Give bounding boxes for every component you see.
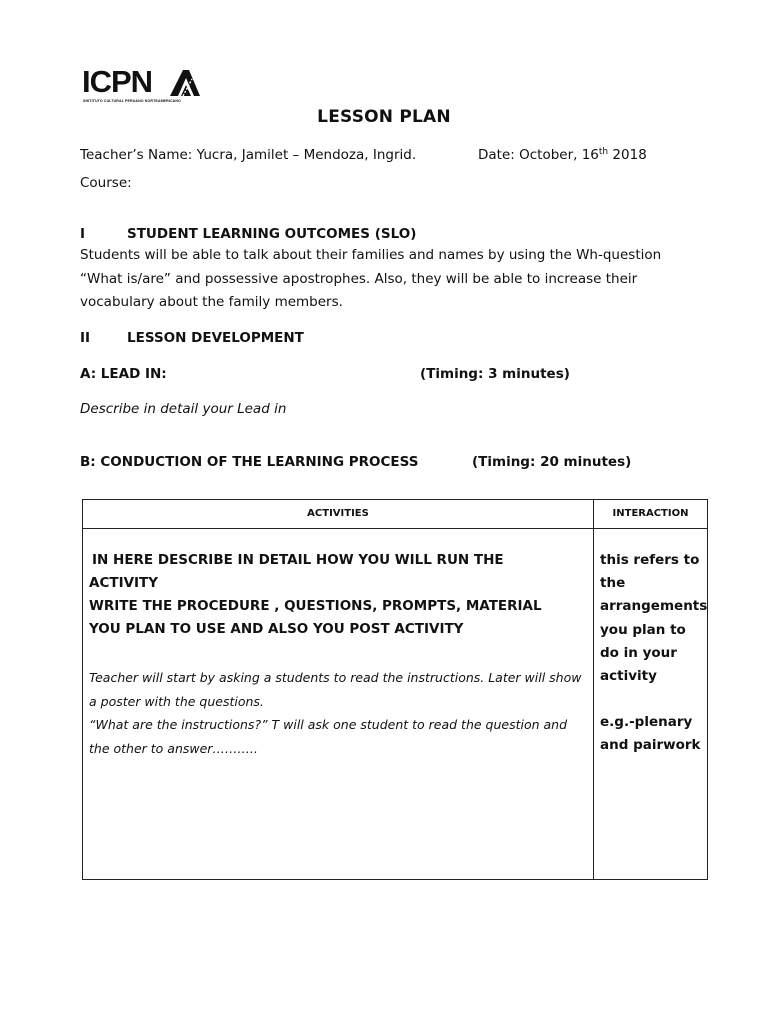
- slo-line-3: vocabulary about the family members.: [80, 294, 343, 310]
- slo-line-1: Students will be able to talk about their families and names by using the Wh-question: [80, 247, 662, 263]
- interaction-example-line-2: and pairwork: [600, 737, 701, 754]
- logo-a-mark-icon: [170, 70, 200, 96]
- interaction-cell: [600, 549, 706, 758]
- activity-instructions: [89, 549, 589, 641]
- lesson-date: [478, 147, 647, 163]
- interaction-line-4: you plan to: [600, 621, 686, 638]
- activities-table: [82, 499, 708, 880]
- section-1-number: I: [80, 226, 86, 242]
- table-header-divider: [83, 528, 707, 529]
- slo-line-2: “What is/are” and possessive apostrophes. Also, they will be able to increase their: [80, 271, 638, 287]
- date-superscript: th: [598, 147, 609, 157]
- lead-in-label: A: LEAD IN:: [80, 366, 167, 382]
- section-2-heading: LESSON DEVELOPMENT: [127, 330, 304, 346]
- date-prefix: Date: October, 16: [478, 147, 599, 163]
- table-column-divider: [593, 500, 594, 879]
- course-label: Course:: [80, 175, 132, 191]
- activity-line-3: WRITE THE PROCEDURE , QUESTIONS, PROMPTS, MATERIAL: [89, 598, 542, 614]
- interaction-line-3: arrangements: [600, 598, 708, 615]
- interaction-line-1: this refers to: [600, 552, 700, 568]
- interaction-line-6: activity: [600, 668, 657, 685]
- activities-header: ACTIVITIES: [307, 508, 369, 519]
- lead-in-description: Describe in detail your Lead in: [80, 401, 287, 417]
- interaction-line-5: do in your: [600, 644, 677, 661]
- logo-subtitle: INSTITUTO CULTURAL PERUANO NORTEAMERICANO: [83, 99, 181, 103]
- note-line-1: Teacher will start by asking a students to read the instructions. Later will show: [89, 670, 582, 685]
- logo-text: ICPN: [82, 64, 153, 99]
- icpna-logo: [82, 66, 202, 106]
- note-line-2: a poster with the questions.: [89, 693, 264, 709]
- lead-in-timing: (Timing: 3 minutes): [420, 366, 570, 382]
- teacher-name: Teacher’s Name: Yucra, Jamilet – Mendoza, Ingrid.: [80, 147, 417, 163]
- activity-notes: [89, 666, 589, 760]
- interaction-example-line-1: e.g.-plenary: [600, 714, 693, 731]
- interaction-spacer: [600, 688, 706, 711]
- activity-line-4: YOU PLAN TO USE AND ALSO YOU POST ACTIVITY: [89, 621, 464, 637]
- page-title: LESSON PLAN: [317, 107, 451, 127]
- section-1-heading: STUDENT LEARNING OUTCOMES (SLO): [127, 226, 417, 242]
- note-line-3: “What are the instructions?” T will ask one student to read the question and: [89, 717, 568, 732]
- activity-line-1: IN HERE DESCRIBE IN DETAIL HOW YOU WILL RUN THE: [92, 552, 504, 568]
- date-suffix: 2018: [608, 147, 647, 163]
- activity-line-2: ACTIVITY: [89, 575, 159, 591]
- interaction-header: INTERACTION: [612, 508, 689, 519]
- section-2-number: II: [80, 330, 91, 346]
- interaction-line-2: the: [600, 575, 626, 592]
- note-line-4: the other to answer………..: [89, 740, 258, 756]
- conduction-label: B: CONDUCTION OF THE LEARNING PROCESS: [80, 454, 419, 470]
- conduction-timing: (Timing: 20 minutes): [472, 454, 632, 470]
